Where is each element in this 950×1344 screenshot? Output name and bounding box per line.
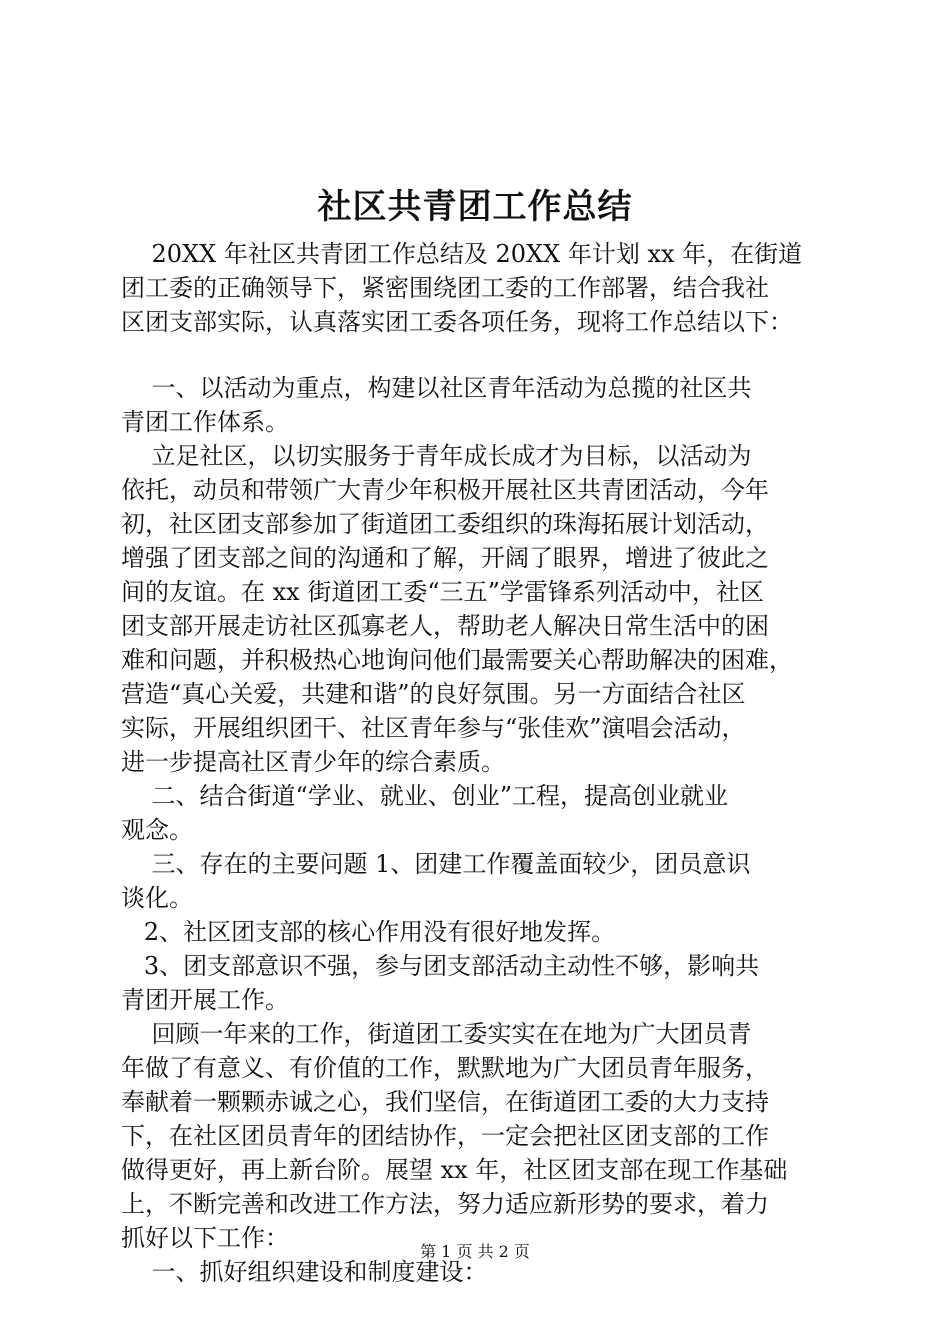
page-footer: 第 1 页 共 2 页 [420, 1242, 530, 1261]
body-line: 增强了团支部之间的沟通和了解，开阔了眼界，增进了彼此之 [121, 544, 769, 572]
body-line: 难和问题，并积极热心地询问他们最需要关心帮助解决的困难， [121, 646, 793, 674]
document-body [121, 237, 841, 1289]
body-line: 团支部开展走访社区孤寡老人，帮助老人解决日常生活中的困 [121, 612, 769, 640]
body-line: 区团支部实际，认真落实团工委各项任务，现将工作总结以下： [121, 308, 793, 336]
body-line: 做得更好，再上新台阶。展望 xx 年，社区团支部在现工作基础 [121, 1156, 788, 1184]
body-line: 依托，动员和带领广大青少年积极开展社区共青团活动，今年 [121, 476, 769, 504]
body-line: 年做了有意义、有价值的工作，默默地为广大团员青年服务， [121, 1054, 769, 1082]
body-line: 二、结合街道“学业、就业、创业”工程，提高创业就业 [121, 782, 729, 810]
body-line: 下，在社区团员青年的团结协作，一定会把社区团支部的工作 [121, 1122, 769, 1150]
document-title: 社区共青团工作总结 [317, 187, 633, 227]
body-line: 3、团支部意识不强，参与团支部活动主动性不够，影响共 [121, 952, 760, 980]
body-line: 观念。 [121, 816, 193, 844]
body-line: 抓好以下工作： [121, 1224, 289, 1252]
body-line: 进一步提高社区青少年的综合素质。 [121, 748, 505, 776]
body-line: 实际，开展组织团干、社区青年参与“张佳欢”演唱会活动， [121, 714, 746, 742]
body-line: 奉献着一颗颗赤诚之心，我们坚信，在街道团工委的大力支持 [121, 1088, 769, 1116]
body-line: 2、社区团支部的核心作用没有很好地发挥。 [121, 918, 616, 946]
body-line: 立足社区，以切实服务于青年成长成才为目标，以活动为 [121, 442, 752, 470]
body-line: 三、存在的主要问题 1、团建工作覆盖面较少，团员意识 [121, 850, 751, 878]
body-line: 营造“真心关爱，共建和谐”的良好氛围。另一方面结合社区 [121, 680, 746, 708]
body-line: 谈化。 [121, 884, 193, 912]
body-line: 一、以活动为重点，构建以社区青年活动为总揽的社区共 [121, 374, 752, 402]
body-line: 初，社区团支部参加了街道团工委组织的珠海拓展计划活动， [121, 510, 769, 538]
body-line: 青团开展工作。 [121, 986, 289, 1014]
body-line: 上，不断完善和改进工作方法，努力适应新形势的要求，着力 [121, 1190, 769, 1218]
body-line: 回顾一年来的工作，街道团工委实实在在地为广大团员青 [121, 1020, 752, 1048]
body-line: 一、抓好组织建设和制度建设： [121, 1258, 488, 1286]
body-line: 团工委的正确领导下，紧密围绕团工委的工作部署，结合我社 [121, 274, 769, 302]
body-line: 青团工作体系。 [121, 408, 289, 436]
body-line: 间的友谊。在 xx 街道团工委“三五”学雷锋系列活动中，社区 [121, 578, 764, 606]
body-line: 20XX 年社区共青团工作总结及 20XX 年计划 xx 年，在街道 [121, 240, 803, 268]
blank-line [121, 339, 841, 371]
